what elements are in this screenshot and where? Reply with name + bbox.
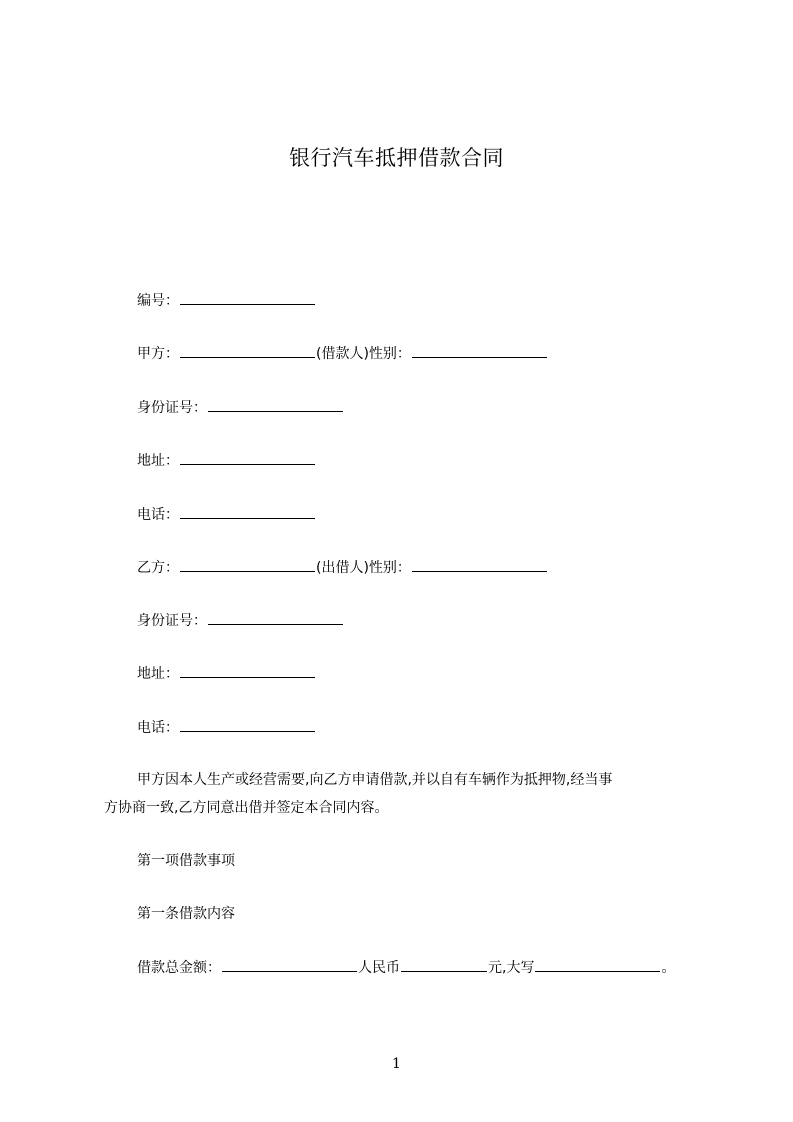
loan-yuan-label: 元,大写: [488, 960, 535, 976]
loan-capital-blank[interactable]: [535, 958, 660, 972]
page-number: 1: [392, 1056, 401, 1072]
party-b-id-line: [137, 611, 344, 631]
loan-end-mark: 。: [661, 960, 676, 976]
party-b-id-blank[interactable]: [208, 611, 343, 625]
party-b-label: 乙方：: [137, 560, 179, 576]
party-a-address-label: 地址：: [137, 453, 179, 469]
party-b-phone-label: 电话：: [137, 720, 179, 736]
loan-amount-line: [137, 958, 675, 978]
section-item-1: 第一项借款事项: [137, 853, 235, 869]
loan-rmb-blank[interactable]: [401, 958, 487, 972]
party-b-phone-line: [137, 718, 316, 738]
party-a-phone-label: 电话：: [137, 507, 179, 523]
party-b-address-label: 地址：: [137, 666, 179, 682]
party-a-id-line: [137, 398, 344, 418]
intro-line-2: 方协商一致,乙方同意出借并签定本合同内容。: [104, 800, 389, 816]
party-b-line: [137, 558, 548, 578]
party-a-name-blank[interactable]: [180, 344, 315, 358]
loan-rmb-label: 人民币: [358, 960, 400, 976]
party-a-address-line: [137, 451, 316, 471]
party-b-name-blank[interactable]: [180, 558, 315, 572]
intro-paragraph: [104, 766, 704, 822]
borrower-gender-label: (借款人)性别：: [316, 346, 411, 362]
section-article-1: 第一条借款内容: [137, 906, 235, 922]
party-b-id-label: 身份证号：: [137, 613, 207, 629]
party-a-phone-line: [137, 505, 316, 525]
loan-total-label: 借款总金额：: [137, 960, 221, 976]
loan-total-blank[interactable]: [222, 958, 357, 972]
contract-number-blank[interactable]: [180, 291, 315, 305]
party-b-address-line: [137, 664, 316, 684]
party-a-line: [137, 344, 548, 364]
party-a-gender-blank[interactable]: [412, 344, 547, 358]
party-a-label: 甲方：: [137, 346, 179, 362]
document-title: 银行汽车抵押借款合同: [289, 146, 504, 170]
party-b-address-blank[interactable]: [180, 664, 315, 678]
lender-gender-label: (出借人)性别：: [316, 560, 411, 576]
contract-number-label: 编号：: [137, 293, 179, 309]
contract-number-line: [137, 291, 316, 311]
intro-line-1: 甲方因本人生产或经营需要,向乙方申请借款,并以自有车辆作为抵押物,经当事: [137, 772, 613, 788]
party-a-id-label: 身份证号：: [137, 400, 207, 416]
party-b-phone-blank[interactable]: [180, 718, 315, 732]
party-a-id-blank[interactable]: [208, 398, 343, 412]
party-a-address-blank[interactable]: [180, 451, 315, 465]
party-a-phone-blank[interactable]: [180, 505, 315, 519]
party-b-gender-blank[interactable]: [412, 558, 547, 572]
